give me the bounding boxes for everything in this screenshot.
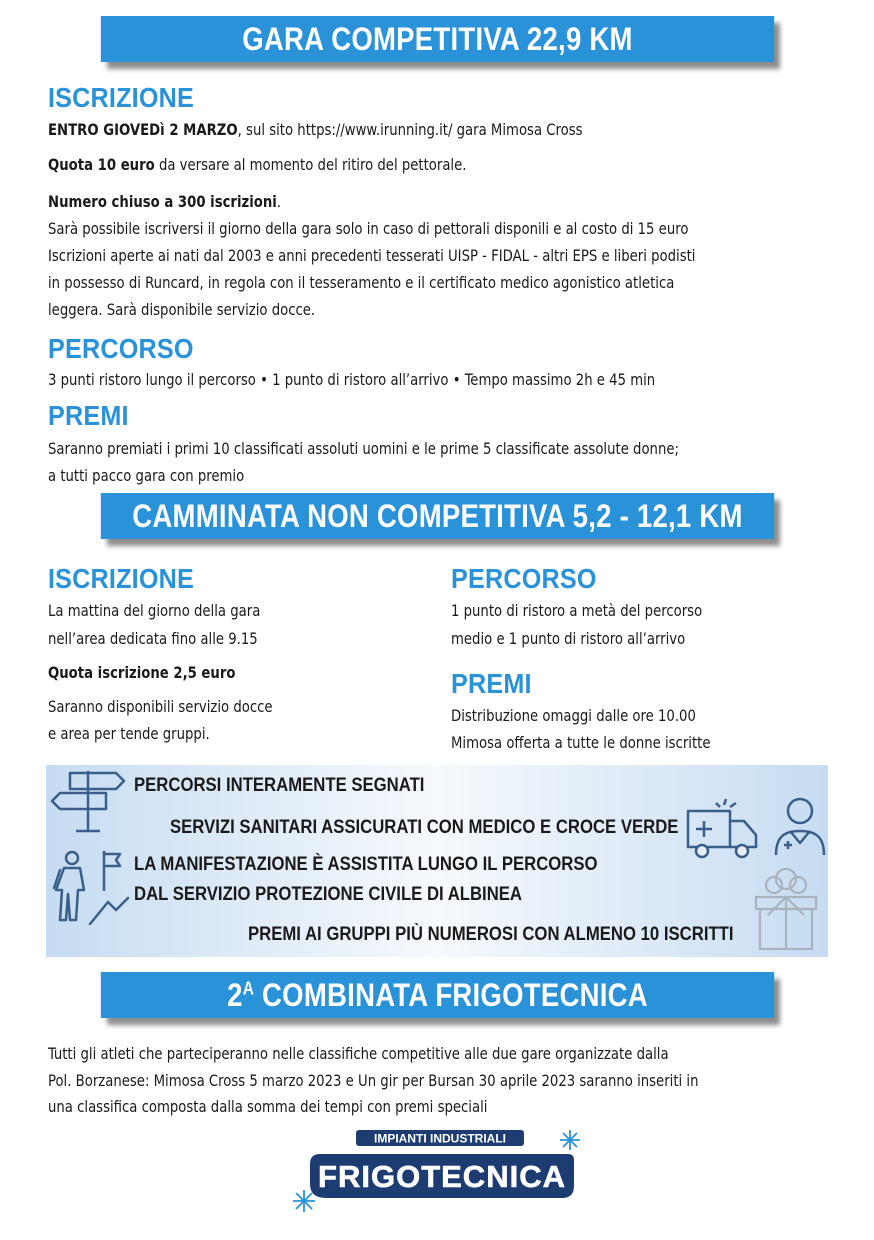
banner-text: COMBINATA FRIGOTECNICA — [254, 976, 648, 1013]
camminata-iscrizione-line: La mattina del giorno della gara — [48, 601, 261, 620]
iscrizione-heading: ISCRIZIONE — [48, 82, 195, 113]
camminata-quota: Quota iscrizione 2,5 euro — [48, 663, 236, 682]
entro-rest: , sul sito https://www.irunning.it/ gara Mimosa Cross — [237, 120, 583, 139]
numero-rest: . — [276, 192, 282, 211]
camminata-iscrizione-heading: ISCRIZIONE — [48, 563, 195, 594]
numero-chiuso: Numero chiuso a 300 iscrizioni — [48, 192, 277, 211]
banner-title: CAMMINATA NON COMPETITIVA 5,2 - 12,1 KM — [132, 497, 743, 534]
camminata-premi-line: Distribuzione omaggi dalle ore 10.00 — [451, 706, 696, 725]
banner-gara-competitiva — [101, 16, 774, 62]
iscrizione-text-line: in possesso di Runcard, in regola con il tesseramento e il certificato medico agonistico atletica — [48, 273, 675, 292]
snowflake-icon — [293, 1190, 315, 1212]
quota-rest: da versare al momento del ritiro del pettorale. — [154, 155, 467, 174]
banner-title: GARA COMPETITIVA 22,9 KM — [242, 20, 633, 57]
percorso-text: 3 punti ristoro lungo il percorso • 1 punto di ristoro all’arrivo • Tempo massimo 2h e 45 min — [48, 370, 656, 389]
camminata-premi-heading: PREMI — [451, 668, 532, 699]
quota-line — [48, 152, 466, 178]
banner-title — [227, 977, 648, 1014]
ambulance-icon — [686, 797, 760, 863]
iscrizione-text-line: Sarà possibile iscriversi il giorno della gara solo in caso di pettorali disponili e al costo di 15 euro — [48, 219, 689, 238]
info-protezione-civile: DAL SERVIZIO PROTEZIONE CIVILE DI ALBINEA — [134, 884, 523, 905]
frigotecnica-logo — [292, 1128, 592, 1218]
premi-text-line: Saranno premiati i primi 10 classificati assoluti uomini e le prime 5 classificate assolute donne; — [48, 439, 679, 458]
camminata-percorso-line: 1 punto di ristoro a metà del percorso — [451, 601, 703, 620]
combinata-text-line: Pol. Borzanese: Mimosa Cross 5 marzo 2023 e Un gir per Bursan 30 aprile 2023 saranno inseriti in — [48, 1071, 699, 1090]
banner-number: 2 — [227, 976, 243, 1013]
info-percorsi-segnati: PERCORSI INTERAMENTE SEGNATI — [134, 775, 425, 796]
iscrizione-text-line: Iscrizioni aperte ai nati dal 2003 e anni precedenti tesserati UISP - FIDAL - altri EPS e liberi podisti — [48, 246, 696, 265]
camminata-percorso-line: medio e 1 punto di ristoro all’arrivo — [451, 629, 686, 648]
entro-line — [48, 117, 583, 143]
quota-amount: Quota 10 euro — [48, 155, 155, 174]
percorso-heading: PERCORSO — [48, 333, 194, 364]
medic-icon — [772, 793, 830, 859]
combinata-text-line: una classifica composta dalla somma dei tempi con premi speciali — [48, 1097, 488, 1116]
logo-graphic — [292, 1128, 592, 1218]
premi-text-line: a tutti pacco gara con premio — [48, 466, 245, 485]
banner-superscript: A — [242, 977, 255, 998]
banner-combinata — [101, 972, 774, 1018]
banner-camminata — [101, 493, 774, 539]
camminata-docce-line: Saranno disponibili servizio docce — [48, 697, 273, 716]
info-panel — [46, 765, 828, 957]
hiker-icon — [50, 850, 130, 925]
signpost-icon — [50, 767, 130, 837]
snowflake-icon — [560, 1130, 580, 1150]
logo-top-text: IMPIANTI INDUSTRIALI — [374, 1131, 506, 1146]
entro-date: ENTRO GIOVEDì 2 MARZO — [48, 120, 238, 139]
info-manifestazione-assistita: LA MANIFESTAZIONE È ASSISTITA LUNGO IL PERCORSO — [134, 854, 598, 875]
camminata-premi-line: Mimosa offerta a tutte le donne iscritte — [451, 733, 711, 752]
info-premi-gruppi: PREMI AI GRUPPI PIÙ NUMEROSI CON ALMENO 10 ISCRITTI — [248, 924, 734, 945]
info-servizi-sanitari: SERVIZI SANITARI ASSICURATI CON MEDICO E CROCE VERDE — [170, 817, 679, 838]
premi-heading: PREMI — [48, 400, 129, 431]
gift-icon — [746, 863, 826, 953]
camminata-docce-line: e area per tende gruppi. — [48, 724, 210, 743]
camminata-iscrizione-line: nell’area dedicata fino alle 9.15 — [48, 629, 258, 648]
numero-line — [48, 189, 281, 215]
iscrizione-text-line: leggera. Sarà disponibile servizio docce. — [48, 300, 316, 319]
logo-main-text: FRIGOTECNICA — [318, 1159, 566, 1194]
camminata-percorso-heading: PERCORSO — [451, 563, 597, 594]
combinata-text-line: Tutti gli atleti che parteciperanno nelle classifiche competitive alle due gare organizzate dalla — [48, 1044, 669, 1063]
